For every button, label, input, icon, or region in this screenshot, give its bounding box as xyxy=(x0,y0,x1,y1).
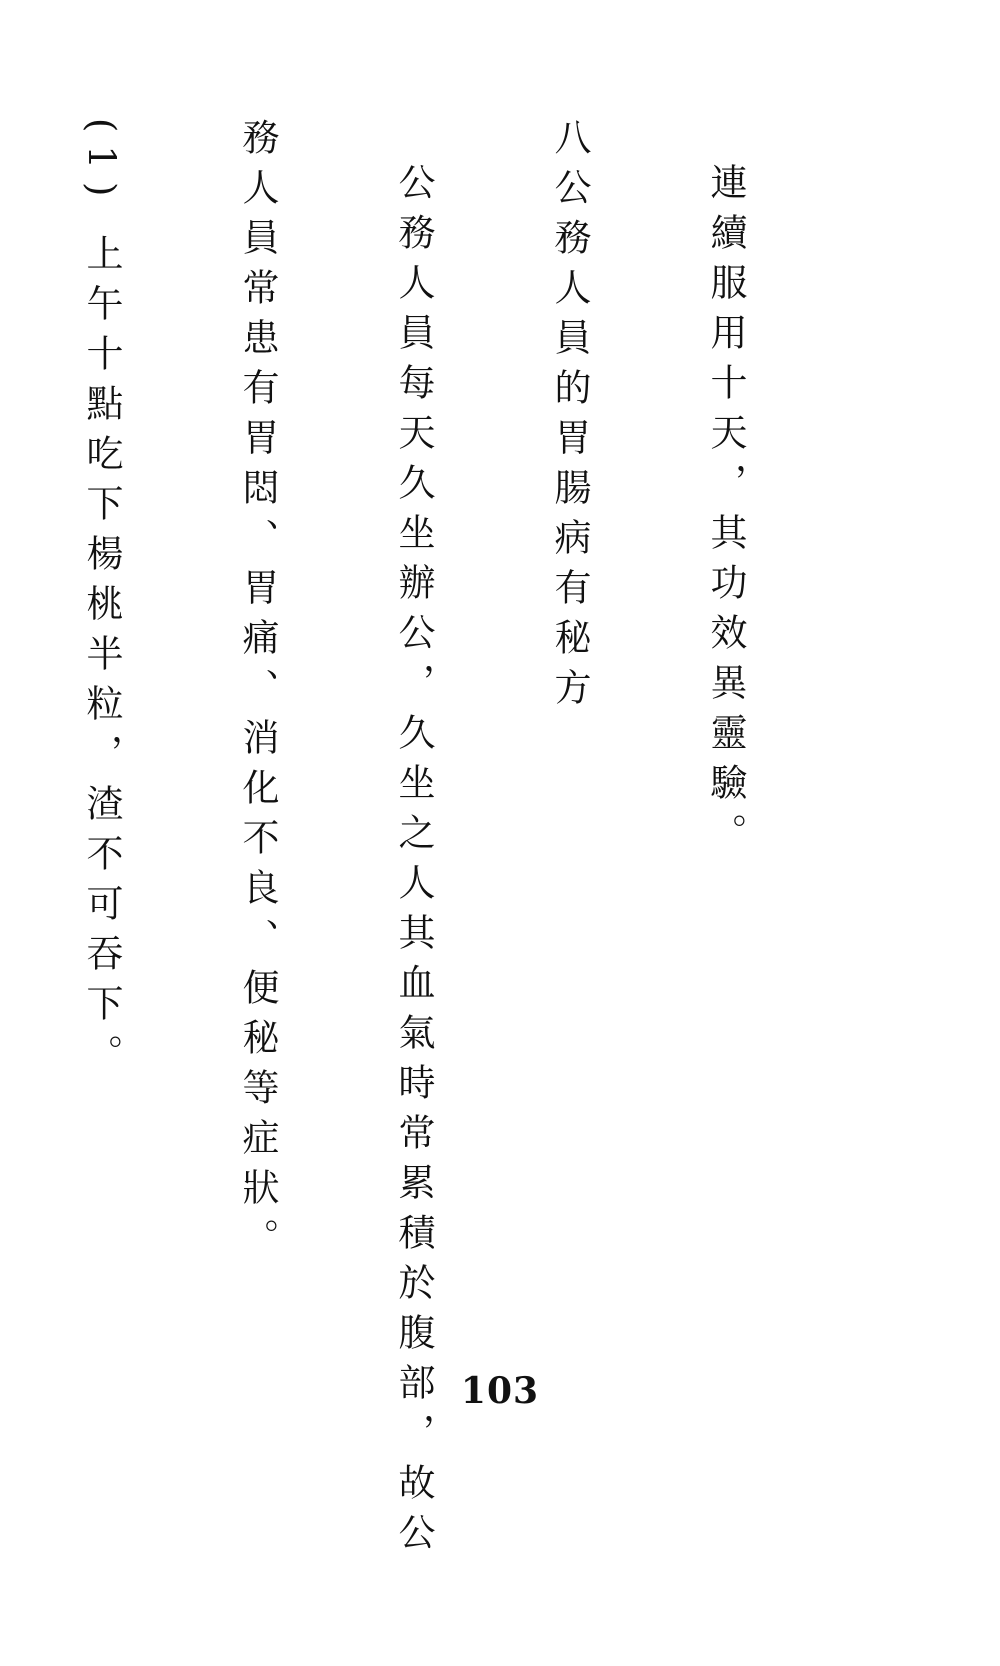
page-number: 103 xyxy=(460,1370,540,1412)
text-line-3: 公務人員每天久坐辦公，久坐之人其血氣時常累積於腹部，故公 xyxy=(392,163,435,1563)
list-item-1: (1) 上午十點吃下楊桃半粒，渣不可吞下。 xyxy=(80,118,123,1085)
text-line-1: 連續服用十天，其功效異靈驗。 xyxy=(704,163,747,863)
text-line-4: 務人員常患有胃悶、胃痛、消化不良、便秘等症狀。 xyxy=(236,118,279,1268)
section-heading-8: 八公務人員的胃腸病有秘方 xyxy=(548,118,591,718)
